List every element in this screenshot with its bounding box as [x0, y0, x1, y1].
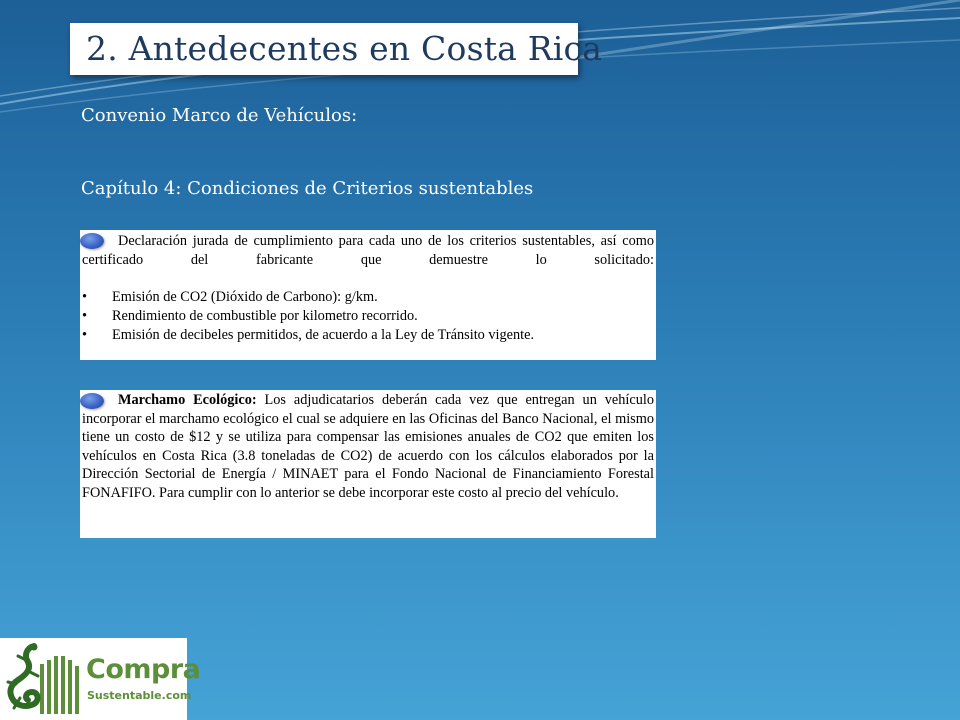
subtitle-capitulo: Capítulo 4: Condiciones de Criterios sustentables — [81, 178, 534, 199]
marchamo-panel — [80, 390, 656, 538]
bullet-dot-icon: • — [82, 308, 88, 324]
title-box — [70, 23, 603, 75]
criteria-panel — [80, 230, 656, 360]
logo-word-sustentable: Sustentable.com — [87, 689, 192, 702]
criteria-list — [82, 288, 654, 345]
bullet-dot-icon: • — [82, 289, 88, 305]
slide-title: 2. Antedecentes en Costa Rica — [86, 29, 603, 68]
list-item-text: Emisión de decibeles permitidos, de acuerdo a la Ley de Tránsito vigente. — [112, 327, 535, 343]
list-item-text: Rendimiento de combustible por kilometro recorrido. — [112, 308, 418, 324]
marchamo-body: Los adjudicatarios deberán cada vez que entregan un vehículo incorporar el marchamo ecológico el cual se adquiere en las Oficinas del Banco Nacional, el mismo tiene un costo de $12 y se utiliza para compensar las emisiones anuales de CO2 que emiten los vehículos en Costa Rica (3.8 toneladas de CO2) de acuerdo con los cálculos elaborados por la Dirección Sectorial de Energía / MINAET para el Fondo Nacional de Financiamiento Forestal FONAFIFO. Para cumplir con lo anterior se debe incorporar este costo al precio del vehículo. — [82, 392, 654, 501]
logo-word-compra: Compra — [86, 654, 201, 685]
list-item — [82, 307, 654, 326]
criteria-intro: Declaración jurada de cumplimiento para cada uno de los criterios sustentables, así como certificado del fabricante que demuestre lo solicitado: — [82, 233, 654, 268]
bullet-dot-icon: • — [82, 327, 88, 343]
marchamo-text — [82, 391, 654, 503]
gecko-logo-icon — [4, 642, 84, 718]
subtitle-convenio: Convenio Marco de Vehículos: — [81, 105, 358, 126]
list-item — [82, 326, 654, 345]
logo — [0, 638, 201, 720]
list-item — [82, 288, 654, 307]
criteria-text — [82, 232, 654, 345]
marchamo-heading: Marchamo Ecológico: — [118, 392, 257, 408]
list-item-text: Emisión de CO2 (Dióxido de Carbono): g/km. — [112, 289, 378, 305]
